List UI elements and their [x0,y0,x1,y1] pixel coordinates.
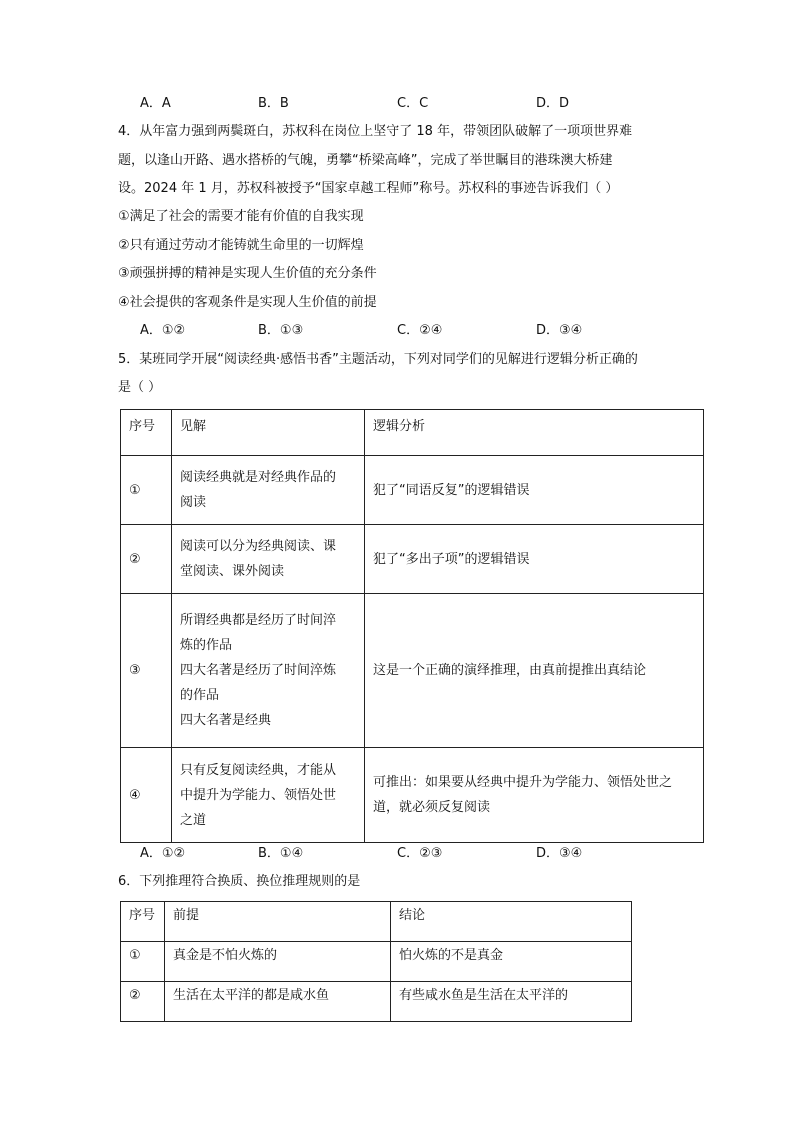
analysis-line: 这是一个正确的演绎推理，由真前提推出真结论 [373,663,647,678]
q4-option-c[interactable]: C．②④ [397,323,443,338]
q5-table-header-row [121,410,704,456]
q4-option-b[interactable]: B．①③ [258,323,304,338]
q3-option-d[interactable]: D．D [536,96,570,111]
q4-statement-1: ①满足了社会的需要才能有价值的自我实现 [118,209,364,224]
q6-header-conclusion: 结论 [391,902,632,942]
q3-options [140,95,640,113]
q4-statement-2: ②只有通过劳动才能铸就生命里的一切辉煌 [118,238,364,253]
q5-option-a[interactable]: A．①② [140,846,186,861]
q6-header-premise: 前提 [165,902,391,942]
table-row [121,942,632,982]
q5-option-c[interactable]: C．②③ [397,846,443,861]
q5-header-analysis: 逻辑分析 [365,410,704,456]
q5-table [120,409,704,843]
view-line: 四大名著是经历了时间淬炼 [180,663,337,678]
q6-table [120,901,632,1022]
q5-option-b[interactable]: B．①④ [258,846,304,861]
q5-row1-view [172,456,365,525]
q5-header-view: 见解 [172,410,365,456]
q5-row4-num: ④ [121,748,172,843]
view-line: 四大名著是经典 [180,713,272,728]
analysis-line: 犯了“多出子项”的逻辑错误 [373,551,530,567]
q4-option-a[interactable]: A．①② [140,323,186,338]
q6-row2-num: ② [121,982,165,1022]
view-line: 之道 [180,812,207,828]
q5-row4-analysis [365,748,704,843]
q4-option-d[interactable]: D．③④ [536,323,583,338]
q4-statement-3: ③顽强拼搏的精神是实现人生价值的充分条件 [118,266,377,281]
q3-option-a[interactable]: A．A [140,96,171,111]
q6-row1-premise: 真金是不怕火炼的 [165,942,391,982]
q5-row1-num: ① [121,456,172,525]
view-line: 只有反复阅读经典，才能从 [180,762,337,778]
q5-option-d[interactable]: D．③④ [536,846,583,861]
q5-row2-analysis [365,525,704,594]
q6-row2-premise: 生活在太平洋的都是咸水鱼 [165,982,391,1022]
q6-stem: 6．下列推理符合换质、换位推理规则的是 [118,874,361,889]
q5-row2-view [172,525,365,594]
view-line: 中提升为学能力、领悟处世 [180,787,337,803]
q6-table-header-row [121,902,632,942]
q5-row3-view [172,594,365,748]
view-line: 阅读经典就是对经典作品的 [180,470,337,485]
table-row [121,982,632,1022]
q5-options [140,845,640,863]
q3-option-b[interactable]: B．B [258,96,289,111]
view-line: 所谓经典都是经历了时间淬 [180,613,337,628]
q6-row1-num: ① [121,942,165,982]
q5-header-num: 序号 [121,410,172,456]
q5-row3-num: ③ [121,594,172,748]
table-row [121,594,704,748]
analysis-line: 道，就必须反复阅读 [373,800,491,815]
table-row [121,748,704,843]
view-line: 炼的作品 [180,638,233,653]
q6-row2-conclusion: 有些咸水鱼是生活在太平洋的 [391,982,632,1022]
q6-header-num: 序号 [121,902,165,942]
q5-stem-line-2: 是（ ） [118,380,162,395]
table-row [121,525,704,594]
analysis-line: 可推出：如果要从经典中提升为学能力、领悟处世之 [373,775,673,790]
q4-stem-line-2: 题，以逢山开路、遇水搭桥的气魄，勇攀“桥梁高峰”，完成了举世瞩目的港珠澳大桥建 [118,153,613,168]
table-row [121,456,704,525]
view-line: 阅读 [180,495,207,510]
q6-row1-conclusion: 怕火炼的不是真金 [391,942,632,982]
analysis-line: 犯了“同语反复”的逻辑错误 [373,482,530,498]
view-line: 的作品 [180,688,220,703]
q5-row4-view [172,748,365,843]
view-line: 阅读可以分为经典阅读、课 [180,539,337,554]
q5-stem-line-1: 5．某班同学开展“阅读经典·感悟书香”主题活动，下列对同学们的见解进行逻辑分析正确的 [118,352,638,367]
q4-options [140,322,640,340]
q5-row1-analysis [365,456,704,525]
q3-option-c[interactable]: C．C [397,96,429,111]
q5-row2-num: ② [121,525,172,594]
q4-statement-4: ④社会提供的客观条件是实现人生价值的前提 [118,295,377,310]
q4-stem-line-1: 4．从年富力强到两鬓斑白，苏权科在岗位上坚守了 18 年，带领团队破解了一项项世界难 [118,124,633,139]
view-line: 堂阅读、课外阅读 [180,564,285,579]
q4-stem-line-3: 设。2024 年 1 月，苏权科被授予“国家卓越工程师”称号。苏权科的事迹告诉我们（ ） [118,181,619,196]
q5-row3-analysis [365,594,704,748]
